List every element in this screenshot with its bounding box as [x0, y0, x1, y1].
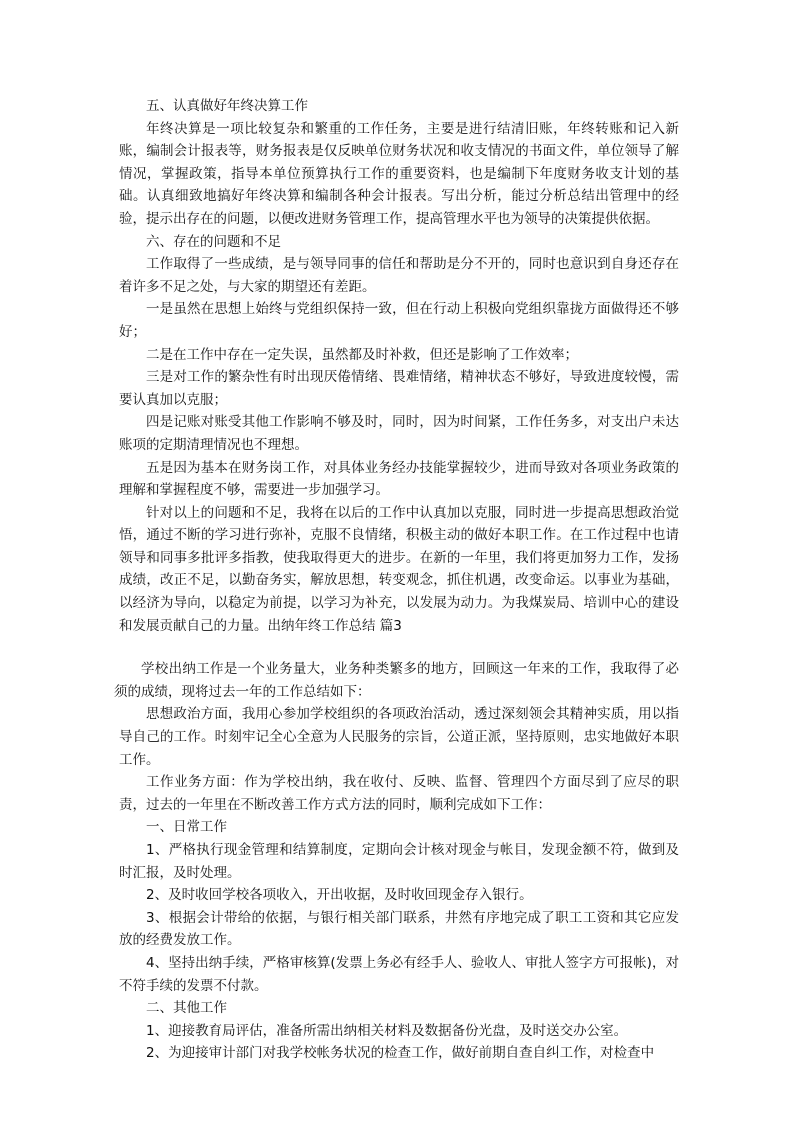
other-item-2: 2、为迎接审计部门对我学校帐务状况的检查工作，做好前期自查自纠工作，对检查中 — [146, 1045, 655, 1062]
article3-intro: 学校出纳工作是一个业务量大，业务种类繁多的地方，回顾这一年来的工作，我取得了必须的成绩，现将过去一年的工作总结如下： — [114, 661, 679, 700]
section5-heading: 五、认真做好年终决算工作 — [146, 98, 308, 114]
section5-paragraph: 年终决算是一项比较复杂和繁重的工作任务，主要是进行结清旧账，年终转账和记入新账，编制会计报表等，财务报表是仅反映单位财务状况和收支情况的书面文件，单位领导了解情况，掌握政策，指导本单位预算执行工作的重要资料，也是编制下年度财务收支计划的基础。认真细致地搞好年终决算和编制各种会计报表。写出分析，能过分析总结出管理中的经验，提示出存在的问题，以便改进财务管理工作，提高管理水平也为领导的决策提供依据。 — [119, 120, 679, 227]
other-item-1: 1、迎接教育局评估，准备所需出纳相关材料及数据备份光盘，及时送交办公室。 — [146, 1022, 628, 1039]
section6-item-4: 四是记账对账受其他工作影响不够及时，同时，因为时间紧，工作任务多，对支出户未达账项的定期清理情况也不理想。 — [119, 414, 679, 453]
section6-item-2: 二是在工作中存在一定失误，虽然都及时补救，但还是影响了工作效率； — [146, 346, 578, 363]
daily-item-3: 3、根据会计带给的依据，与银行相关部门联系，井然有序地完成了职工工资和其它应发放的经费发放工作。 — [119, 909, 679, 949]
document-page — [114, 95, 679, 1065]
daily-item-2: 2、及时收回学校各项收入，开出收据，及时收回现金存入银行。 — [146, 887, 533, 904]
section6-heading: 六、存在的问题和不足 — [146, 233, 281, 250]
daily-item-4: 4、坚持出纳手续，严格审核算(发票上务必有经手人、验收人、审批人签字方可报帐)，对不符手续的发票不付款。 — [119, 954, 679, 994]
section6-conclusion: 针对以上的问题和不足，我将在以后的工作中认真加以克服，同时进一步提高思想政治觉悟，通过不断的学习进行弥补，克服不良情绪，积极主动的做好本职工作。在工作过程中也请领导和同事多批评多指教，使我取得更大的进步。在新的一年里，我们将更加努力工作，发扬成绩，改正不足，以勤奋务实，解放思想，转变观念，抓住机遇，改变命运。以事业为基础，以经济为导向，以稳定为前提，以学习为补充，以发展为动力。为我煤炭局、培训中心的建设和发展贡献自己的力量。出纳年终工作总结 篇3 — [119, 504, 679, 634]
section6-item-1: 一是虽然在思想上始终与党组织保持一致，但在行动上积极向党组织靠拢方面做得还不够好； — [119, 301, 679, 340]
paragraph-gap — [119, 637, 679, 658]
article3-business: 工作业务方面：作为学校出纳，我在收付、反映、监督、管理四个方面尽到了应尽的职责，过去的一年里在不断改善工作方式方法的同时，顺利完成如下工作： — [119, 774, 679, 813]
other-work-heading: 二、其他工作 — [146, 1000, 227, 1017]
daily-work-heading: 一、日常工作 — [146, 819, 227, 836]
article3-politics: 思想政治方面，我用心参加学校组织的各项政治活动，透过深刻领会其精神实质，用以指导自己的工作。时刻牢记全心全意为人民服务的宗旨，公道正派，坚持原则，忠实地做好本职工作。 — [119, 706, 679, 768]
daily-item-1: 1、严格执行现金管理和结算制度，定期向会计核对现金与帐目，发现金额不符，做到及时汇报，及时处理。 — [119, 842, 679, 881]
section6-intro: 工作取得了一些成绩，是与领导同事的信任和帮助是分不开的，同时也意识到自身还存在着许多不足之处，与大家的期望还有差距。 — [119, 256, 679, 295]
section6-item-3: 三是对工作的繁杂性有时出现厌倦情绪、畏难情绪，精神状态不够好，导致进度较慢，需要认真加以克服； — [119, 369, 679, 408]
section6-item-5: 五是因为基本在财务岗工作，对具体业务经办技能掌握较少，进而导致对各项业务政策的理解和掌握程度不够，需要进一步加强学习。 — [119, 459, 679, 499]
